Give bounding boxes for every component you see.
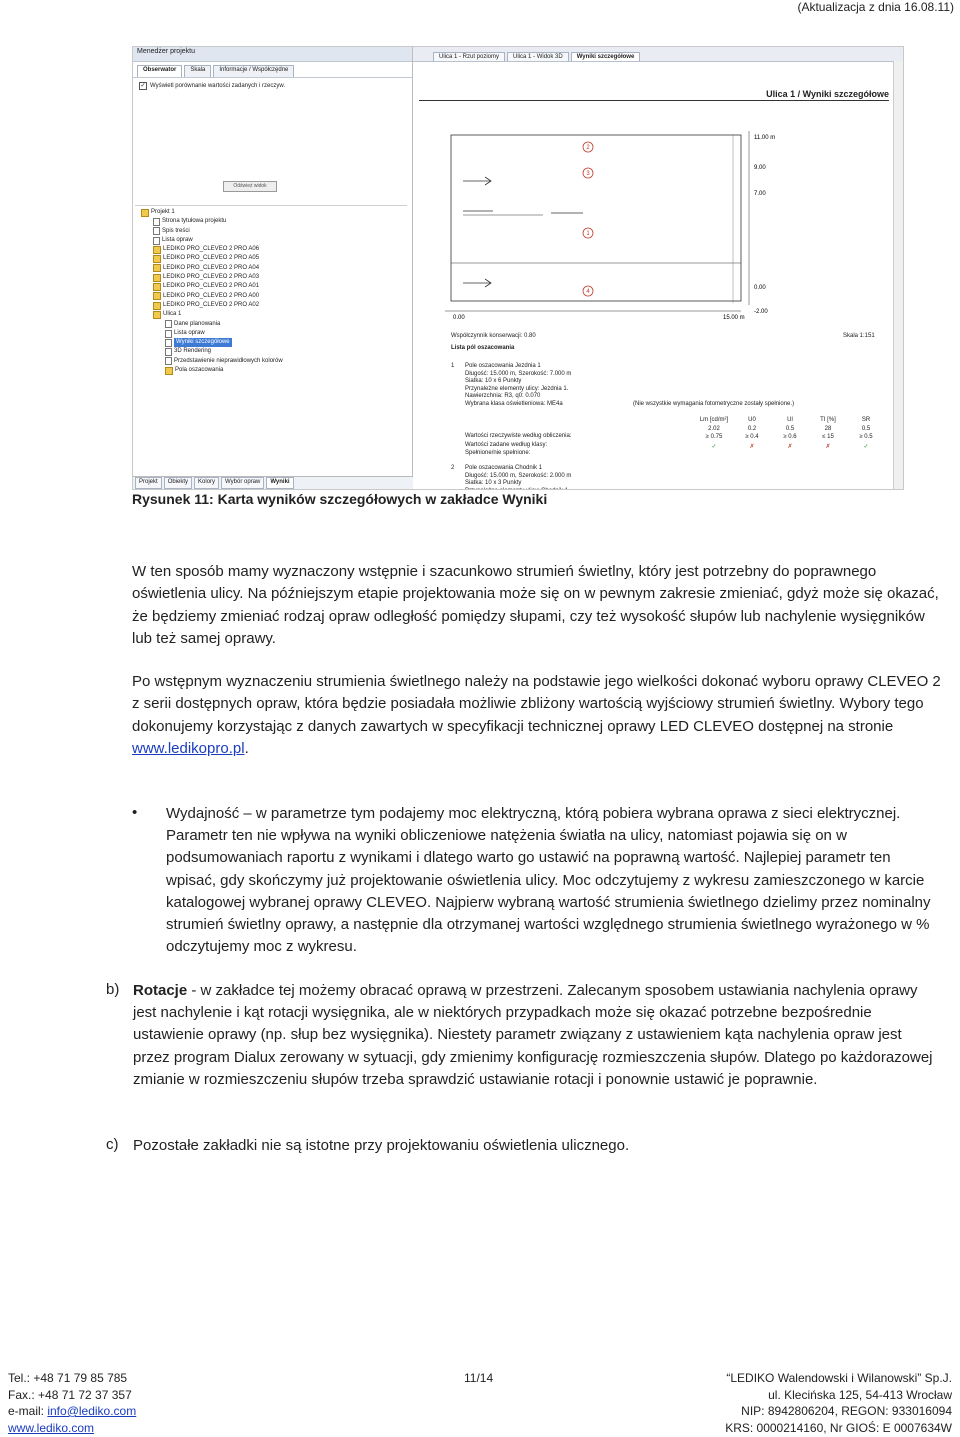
table-cell: 0.5 [861,425,871,432]
tab-scale[interactable]: Skala [184,65,211,77]
document-icon [165,320,172,328]
tree-item-label: Lista opraw [162,236,193,243]
footer-nip: NIP: 8942806204, REGON: 933016094 [741,1404,952,1418]
folder-icon [153,264,161,272]
folder-icon [153,302,161,310]
table-cell: ≤ 15 [822,434,834,441]
footer-email-row [8,1403,136,1420]
footer-email-link[interactable]: info@lediko.com [47,1404,137,1418]
tree-item[interactable] [135,301,407,310]
tree-item[interactable] [135,347,407,356]
project-manager-title: Menedżer projektu [133,47,412,62]
table-row-ok [695,443,885,452]
field-1-line: Wybrana klasa oświetleniowa: ME4a [465,400,563,407]
bottom-tab-project[interactable]: Projekt [135,477,162,489]
footer-fax: Fax.: +48 71 72 37 357 [8,1387,132,1402]
field-1-line: Pole oszacowania Jezdnia 1 [465,363,541,369]
paragraph-2-end: . [244,740,249,758]
rotations-term: Rotacje [133,982,188,999]
field-1-results-table [695,417,885,451]
marker-4: 4 [586,289,590,295]
footer-krs: KRS: 0000214160, Nr GIOŚ: E 0007634W [725,1420,952,1435]
document-icon [153,227,160,235]
report-scrollbar[interactable] [893,61,903,489]
field-1-lines [465,363,571,409]
rotations-text: - w zakładce tej możemy obracać oprawą w przestrzeni. Zalecanym sposobem ustawiania nachylenia oprawy jest nachylenie i kąt rotacji wysięgnika, ale w niektórych przypadkach może się okazać potrzebne bezpośrednie ustawienie oprawy (np. słup bez wysięgnika). Niestety parametr związany z ustawieniem kąta nachylenia opraw jest przez program Dialux zerowany w sytuacji, gdy zmienimy konfigurację rozmieszczenia słupów. Dlatego po każdorazowej zmianie w rozmieszczeniu słupów trzeba sprawdzić ustawianie rotacji i ponownie ustawić je poprawnie. [133,982,933,1088]
table-cell: Ul [787,417,793,423]
tab-info-coords[interactable]: Informacje / Współczędne [213,65,294,77]
field-2-lines [465,465,571,490]
compare-values-row[interactable] [133,77,412,94]
footer-address: ul. Klecińska 125, 54-413 Wrocław [768,1387,952,1402]
report-panel [413,47,903,489]
tab-detailed-results[interactable]: Wyniki szczegółowe [571,52,641,61]
tree-item-label: Ulica 1 [163,311,182,318]
tree-item[interactable] [135,292,407,301]
tree-item[interactable] [135,338,407,347]
tree-item[interactable] [135,357,407,366]
report-page [423,65,889,485]
paragraph-2-text: Po wstępnym wyznaczeniu strumienia świetlnego należy na podstawie jego wielkości dokonać wyboru oprawy CLEVEO 2 z serii dostępnych opraw, która będzie posiadała możliwie zbliżony wartością wyjściowy strumień świetlny. Wybory tego dokonujemy korzystając z danych zawartych w specyfikacji technicznej oprawy LED CLEVEO dostępnej na stronie [132,673,941,735]
footer-email-label: e-mail: [8,1404,48,1418]
list-item-rotations [133,980,933,1091]
tree-item-label: LEDIKO PRO_CLEVEO 2 PRO A02 [163,301,260,308]
paragraph-2 [132,671,944,761]
field-2-line: Siatka: 10 x 3 Punkty [465,480,522,487]
tree-item-label: 3D Rendering [174,348,212,355]
table-cell: TI [%] [820,417,836,423]
report-title: Ulica 1 / Wyniki szczegółowe [419,89,889,101]
dim-bottom-left: 0.00 [453,315,465,321]
document-icon [153,237,160,245]
list-item-other-tabs: Pozostałe zakładki nie są istotne przy projektowaniu oświetlenia ulicznego. [133,1137,630,1154]
folder-icon [153,311,161,319]
table-cell: ✗ [749,443,755,450]
tree-item[interactable] [135,236,407,245]
tab-street-plan[interactable]: Ulica 1 - Rzut poziomy [433,52,505,61]
street-plan-drawing [423,93,889,323]
field-2-line: Długość: 15.000 m, Szerokość: 2.000 m [465,472,572,479]
tree-item-label: Pola oszacowania [175,367,224,374]
table-cell: ✓ [863,443,869,450]
table-cell: ✗ [825,443,831,450]
field-1-note: (Nie wszystkie wymagania fotometryczne zostały spełnione.) [633,401,795,407]
table-cell: 0.5 [785,425,795,432]
dim-right-5: -2.00 [754,309,768,315]
bottom-tab-colors[interactable]: Kolory [194,477,219,489]
tree-item-label: LEDIKO PRO_CLEVEO 2 PRO A04 [163,264,260,271]
footer-www-row [8,1420,136,1437]
tree-item-label: Spis treści [162,227,190,234]
table-cell: ✗ [787,443,793,450]
tree-item-label: Projekt 1 [151,209,175,215]
tree-item-label: LEDIKO PRO_CLEVEO 2 PRO A03 [163,274,260,281]
table-cell: ✓ [711,443,717,450]
table-cell: SR [861,417,871,423]
field-2-number: 2 [451,465,455,471]
list-label-c: c) [106,1136,119,1153]
tree-item-label: Wyniki szczegółowe [174,338,232,347]
tree-item[interactable] [135,264,407,273]
folder-icon [153,292,161,300]
table-row-target [695,434,885,443]
compare-values-checkbox[interactable]: ✓ [140,83,146,89]
table-cell: ≥ 0.4 [745,434,759,441]
tree-item-label: LEDIKO PRO_CLEVEO 2 PRO A06 [163,246,260,253]
maintenance-factor: Współczynnik konserwacji: 0.80 [451,333,536,339]
footer-company [725,1370,952,1436]
document-icon [165,357,172,365]
project-manager-tabs [133,62,412,77]
dim-right-4: 0.00 [754,285,766,291]
marker-3: 3 [586,171,590,177]
bullet-marker: • [132,804,138,821]
footer-page-number: 11/14 [464,1371,494,1385]
footer-tel: Tel.: +48 71 79 85 785 [8,1371,128,1385]
tree-item[interactable] [135,310,407,319]
folder-icon [141,209,149,217]
list-label-b: b) [106,981,120,998]
tree-item[interactable] [135,217,407,226]
tree-item[interactable] [135,273,407,282]
dialux-screenshot [132,46,904,490]
paragraph-1: W ten sposób mamy wyznaczony wstępnie i szacunkowo strumień świetlny, który jest potrzebny do poprawnego oświetlenia ulicy. Na późniejszym etapie projektowania może się on w pewnym zakresie zmieniać, gdyż może się okazać, że będziemy zmieniać rodzaj opraw odległość pomiędzy słupami, czy też wysokość słupów lub nachylenie wysięgników lub też samej oprawy. [132,563,939,648]
folder-icon [153,274,161,282]
folder-icon [153,283,161,291]
table-cell: Lm [cd/m²] [699,417,729,423]
document-icon [165,330,172,338]
tree-item[interactable] [135,245,407,254]
tree-item-label: Dane planowania [174,320,221,327]
dim-right-1: 11.00 m [754,135,776,141]
page-header-date: (Aktualizacja z dnia 16.08.11) [797,0,954,14]
refresh-view-button[interactable]: Odśwież widok [223,181,277,192]
tree-item-label: LEDIKO PRO_CLEVEO 2 PRO A00 [163,292,260,299]
bottom-tab-results[interactable]: Wyniki [266,477,293,489]
marker-1: 1 [586,231,590,237]
tree-item-label: Strona tytułowa projektu [162,218,227,225]
table-cell: U0 [748,417,756,423]
tree-item[interactable] [135,366,407,375]
dim-bottom-right: 15.00 m [723,315,745,321]
table-cell: ≥ 0.5 [859,434,873,441]
tab-observer[interactable]: Obserwator [137,65,182,77]
project-tree [135,205,407,375]
table-cell: ≥ 0.75 [705,434,723,441]
tree-item-label: LEDIKO PRO_CLEVEO 2 PRO A05 [163,255,260,262]
bottom-tab-luminaires[interactable]: Wybór opraw [221,477,264,489]
report-tabs [413,47,903,62]
dim-right-3: 7.00 [754,191,766,197]
table-cell: 28 [824,425,832,432]
row-ok-label: Spełnione/nie spełnione: [465,450,531,457]
fields-list-title: Lista pól oszacowania [451,345,515,351]
table-header-row [695,417,885,426]
tree-item[interactable] [135,254,407,263]
row-target-label: Wartości zadane według klasy: [465,441,548,448]
tab-street-3d[interactable]: Ulica 1 - Widok 3D [507,52,569,61]
bullet-power-text: Wydajność – w parametrze tym podajemy moc elektryczną, którą pobiera wybrana oprawa z sieci elektrycznej. Parametr ten nie wpływa na wyniki obliczeniowe natężenia światła na ulicy, natomiast pojawia się on w podsumowaniach raportu z wynikami i dlatego warto go ustawić na poprawną wartość. Najlepiej parametr ten wpisać, gdy skończymy już projektowanie oświetlenia ulicy. Moc odczytujemy z wykresu zamieszczonego w karcie katalogowej wybranej oprawy CLEVEO. Najpierw wybraną wartość strumienia świetlnego dzielimy przez nominalny strumień świetlny oprawy, a następnie dla otrzymanej wartości względnego strumienia świetlnego wyrażonego w % odczytujemy moc z wykresu. [166,805,931,956]
tree-item-label: Przedstawienie nieprawidłowych kolorów [174,357,283,364]
field-2-line [465,488,571,490]
marker-2: 2 [586,145,590,151]
tree-item[interactable] [135,227,407,236]
field-2-line: Pole oszacowania Chodnik 1 [465,465,543,471]
folder-icon [165,367,173,375]
compare-values-label: Wyświetl porównanie wartości zadanych i rzeczyw. [150,83,285,89]
ledikopro-link[interactable]: www.ledikopro.pl [132,740,245,758]
tree-item[interactable] [135,320,407,329]
footer-company-name: “LEDIKO Walendowski i Wilanowski” Sp.J. [726,1371,952,1385]
tree-item[interactable] [135,282,407,291]
tree-item-label: LEDIKO PRO_CLEVEO 2 PRO A01 [163,283,260,290]
footer-contact [8,1370,136,1436]
footer-www-link[interactable]: www.lediko.com [8,1420,95,1435]
tree-item-label: Lista opraw [174,329,205,336]
field-1-line: Długość: 15.000 m, Szerokość: 7.000 m [465,370,572,377]
dim-right-2: 9.00 [754,165,766,171]
report-scale: Skala 1:151 [843,333,875,339]
bottom-tab-objects[interactable]: Obiekty [164,477,192,489]
tree-item[interactable] [135,208,407,217]
folder-icon [153,246,161,254]
tree-item[interactable] [135,329,407,338]
row-actual-label: Wartości rzeczywiste według obliczenia: [465,433,572,439]
figure-caption: Rysunek 11: Karta wyników szczegółowych w zakładce Wyniki [132,491,548,507]
table-cell: 2.02 [708,425,720,432]
field-1-number: 1 [451,363,455,369]
document-icon [153,218,160,226]
field-1-line: Siatka: 10 x 6 Punkty [465,378,522,385]
field-1-line: Przynależne elementy ulicy: Jezdnia 1. [465,385,569,392]
table-cell: ≥ 0.6 [783,434,797,441]
table-cell: 0.2 [747,425,757,432]
table-row-actual [695,426,885,435]
folder-icon [153,255,161,263]
project-manager-bottom-tabs [133,476,414,489]
document-icon [165,339,172,347]
field-1-line: Nawierzchnia: R3, q0: 0.070 [465,393,541,400]
field-1-row-labels [465,432,571,458]
project-manager-panel [133,47,413,489]
document-icon [165,348,172,356]
